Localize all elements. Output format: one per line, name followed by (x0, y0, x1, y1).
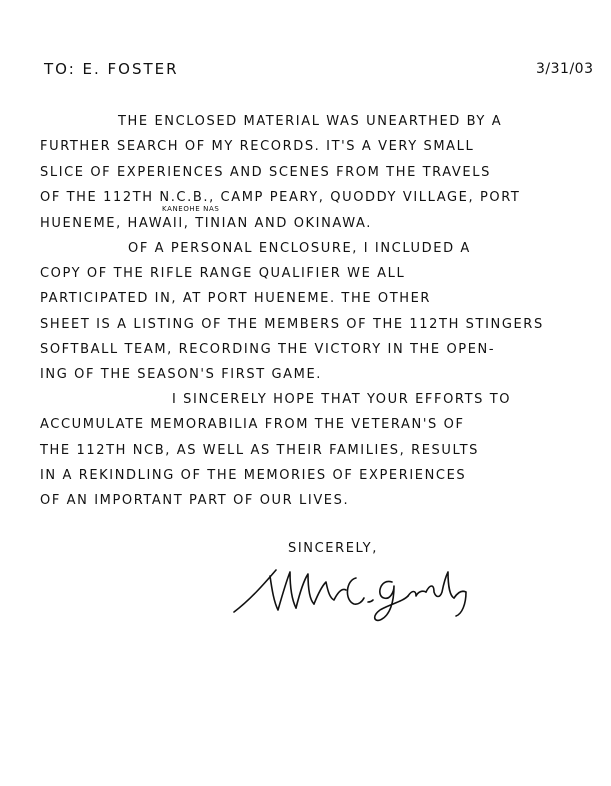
body-line: ING OF THE SEASON'S FIRST GAME. (40, 367, 322, 382)
inserted-annotation: KANEOHE NAS (162, 205, 220, 213)
handwritten-signature (230, 562, 470, 622)
closing-line: SINCERELY, (288, 541, 378, 556)
body-line: OF THE 112TH N.C.B., CAMP PEARY, QUODDY VILLAGE, PORT (40, 190, 521, 205)
letter-date: 3/31/03 (536, 61, 594, 77)
body-line: ACCUMULATE MEMORABILIA FROM THE VETERAN'S OF (40, 417, 465, 432)
body-line: PARTICIPATED IN, AT PORT HUENEME. THE OTHER (40, 291, 432, 306)
body-line: OF AN IMPORTANT PART OF OUR LIVES. (40, 493, 350, 508)
body-line: IN A REKINDLING OF THE MEMORIES OF EXPERIENCES (40, 468, 467, 483)
body-line: COPY OF THE RIFLE RANGE QUALIFIER WE ALL (40, 266, 406, 281)
body-line: I SINCERELY HOPE THAT YOUR EFFORTS TO (172, 392, 512, 407)
body-line: SOFTBALL TEAM, RECORDING THE VICTORY IN THE OPEN- (40, 342, 496, 357)
body-line: THE 112TH NCB, AS WELL AS THEIR FAMILIES, RESULTS (40, 443, 479, 458)
body-line: OF A PERSONAL ENCLOSURE, I INCLUDED A (128, 241, 471, 256)
body-line: SHEET IS A LISTING OF THE MEMBERS OF THE 112TH STINGERS (40, 317, 544, 332)
body-line: HUENEME, HAWAII, TINIAN AND OKINAWA. (40, 216, 372, 231)
body-line: SLICE OF EXPERIENCES AND SCENES FROM THE TRAVELS (40, 165, 491, 180)
recipient-line: TO: E. FOSTER (44, 60, 179, 78)
body-line: FURTHER SEARCH OF MY RECORDS. IT'S A VERY SMALL (40, 139, 475, 154)
body-line: THE ENCLOSED MATERIAL WAS UNEARTHED BY A (118, 114, 503, 129)
